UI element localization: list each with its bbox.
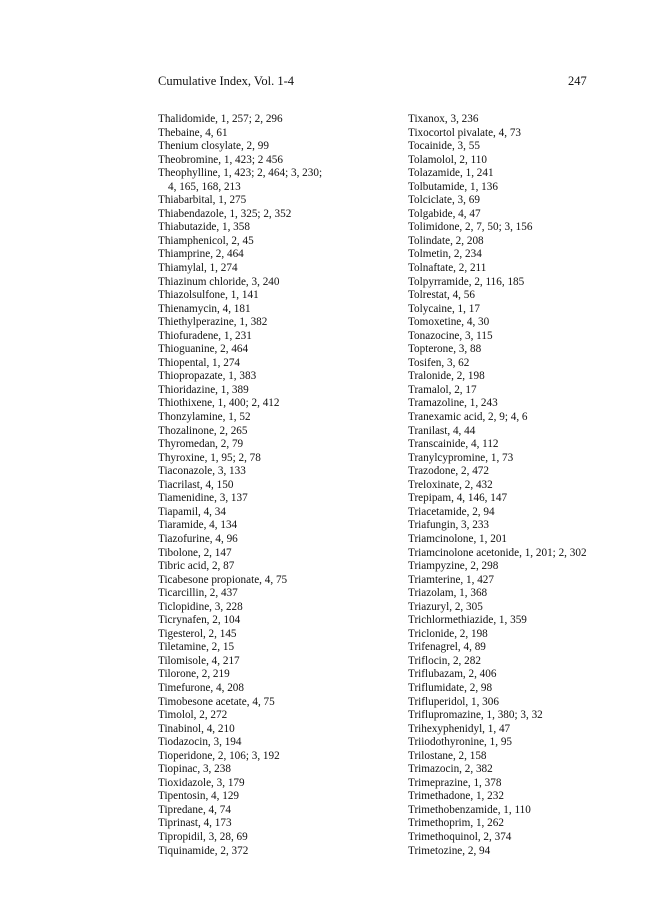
index-entry: Tranylcypromine, 1, 73 — [408, 451, 514, 464]
index-entry: Tolciclate, 3, 69 — [408, 194, 480, 207]
index-entry: Tilomisole, 4, 217 — [158, 654, 240, 667]
index-entry: Tocainide, 3, 55 — [408, 140, 480, 153]
index-entry: Thioridazine, 1, 389 — [158, 383, 249, 396]
index-entry: Trimethadone, 1, 232 — [408, 790, 504, 803]
index-entry: Timolol, 2, 272 — [158, 709, 228, 722]
index-entry: Tiaconazole, 3, 133 — [158, 465, 246, 478]
index-entry: Triflumidate, 2, 98 — [408, 681, 493, 694]
index-entry: Tinabinol, 4, 210 — [158, 722, 235, 735]
index-entry: Tipentosin, 4, 129 — [158, 790, 240, 803]
index-entry: Tolmetin, 2, 234 — [408, 248, 482, 261]
index-entry: Triiodothyronine, 1, 95 — [408, 736, 513, 749]
index-entry: Tibric acid, 2, 87 — [158, 560, 235, 573]
index-entry: Tolpyrramide, 2, 116, 185 — [408, 275, 525, 288]
index-entry: Thebaine, 4, 61 — [158, 126, 228, 139]
index-entry: Triamcinolone, 1, 201 — [408, 532, 508, 545]
index-entry: Ticrynafen, 2, 104 — [158, 614, 241, 627]
index-entry: Tixanox, 3, 236 — [408, 113, 479, 125]
index-entry: Thiabutazide, 1, 358 — [158, 221, 250, 234]
index-entry: Tralonide, 2, 198 — [408, 370, 485, 383]
index-entry: Tiprinast, 4, 173 — [158, 817, 232, 830]
index-column-left — [158, 113, 388, 858]
running-header-title: Cumulative Index, Vol. 1-4 — [158, 74, 294, 88]
index-entry: Tioperidone, 2, 106; 3, 192 — [158, 749, 280, 762]
index-entry: Trimethobenzamide, 1, 110 — [408, 803, 531, 816]
index-entry: Topterone, 3, 88 — [408, 343, 482, 356]
index-entry: Triazuryl, 2, 305 — [408, 600, 483, 613]
index-column-right — [408, 113, 640, 858]
index-entry: Thiabarbital, 1, 275 — [158, 194, 247, 207]
index-entry: Tolamolol, 2, 110 — [408, 153, 487, 166]
index-entry: Tioxidazole, 3, 179 — [158, 776, 245, 789]
index-entry: Trichlormethiazide, 1, 359 — [408, 614, 527, 627]
index-entry: Triclonide, 2, 198 — [408, 627, 488, 640]
index-entry: Treloxinate, 2, 432 — [408, 478, 493, 491]
index-entry: Thiabendazole, 1, 325; 2, 352 — [158, 207, 292, 220]
index-entry: Tolgabide, 4, 47 — [408, 207, 481, 220]
index-entry: Trepipam, 4, 146, 147 — [408, 492, 508, 505]
index-entry: Tiquinamide, 2, 372 — [158, 844, 249, 857]
index-entry: Tranilast, 4, 44 — [408, 424, 476, 437]
index-entry: Tixocortol pivalate, 4, 73 — [408, 126, 522, 139]
index-entry: Triacetamide, 2, 94 — [408, 505, 495, 518]
index-entry: Thiethylperazine, 1, 382 — [158, 316, 268, 329]
index-entry: Thiamprine, 2, 464 — [158, 248, 244, 261]
index-entry: Timefurone, 4, 208 — [158, 681, 244, 694]
index-entry: Tosifen, 3, 62 — [408, 356, 470, 369]
index-entry: Timobesone acetate, 4, 75 — [158, 695, 275, 708]
index-entry: Tolindate, 2, 208 — [408, 234, 484, 247]
index-entry: Thyroxine, 1, 95; 2, 78 — [158, 451, 261, 464]
index-entry: Tiacrilast, 4, 150 — [158, 478, 234, 491]
index-entry: Triampyzine, 2, 298 — [408, 560, 499, 573]
index-entry: Tramazoline, 1, 243 — [408, 397, 498, 410]
index-entry: Thiamylal, 1, 274 — [158, 262, 238, 275]
index-entry: Tigesterol, 2, 145 — [158, 627, 237, 640]
index-entry: Thenium closylate, 2, 99 — [158, 140, 269, 153]
index-entry: Thiazinum chloride, 3, 240 — [158, 275, 280, 288]
index-entry: Tomoxetine, 4, 30 — [408, 316, 490, 329]
page-number: 247 — [568, 74, 587, 88]
index-entry: Trazodone, 2, 472 — [408, 465, 489, 478]
index-entry: Trihexyphenidyl, 1, 47 — [408, 722, 511, 735]
index-entry: Ticabesone propionate, 4, 75 — [158, 573, 288, 586]
index-entry: Thyromedan, 2, 79 — [158, 438, 244, 451]
index-entry: Tiopinac, 3, 238 — [158, 763, 231, 776]
index-entry: Tipredane, 4, 74 — [158, 803, 231, 816]
index-entry: Tolnaftate, 2, 211 — [408, 262, 487, 275]
index-entry: Triazolam, 1, 368 — [408, 587, 488, 600]
index-entry: Tolycaine, 1, 17 — [408, 302, 480, 315]
index-entry: Tolrestat, 4, 56 — [408, 289, 475, 302]
index-entry: Tibolone, 2, 147 — [158, 546, 232, 559]
index-entry: Transcainide, 4, 112 — [408, 438, 499, 451]
index-entry: Triamterine, 1, 427 — [408, 573, 494, 586]
index-entry: Triflubazam, 2, 406 — [408, 668, 497, 681]
index-entry: Tiapamil, 4, 34 — [158, 505, 226, 518]
index-entry: Tilorone, 2, 219 — [158, 668, 230, 681]
index-entry: Tiodazocin, 3, 194 — [158, 736, 242, 749]
index-entry: Triafungin, 3, 233 — [408, 519, 490, 532]
index-entry: Theobromine, 1, 423; 2 456 — [158, 153, 283, 166]
index-entry: Tramalol, 2, 17 — [408, 383, 477, 396]
index-entry: Trifenagrel, 4, 89 — [408, 641, 486, 654]
index-entry: Trimazocin, 2, 382 — [408, 763, 493, 776]
index-entry: Thalidomide, 1, 257; 2, 296 — [158, 113, 283, 125]
index-entry: Triflupromazine, 1, 380; 3, 32 — [408, 709, 543, 722]
index-entry: Trilostane, 2, 158 — [408, 749, 487, 762]
index-entry: Theophylline, 1, 423; 2, 464; 3, 230; — [158, 167, 323, 180]
index-entry: Tiamenidine, 3, 137 — [158, 492, 248, 505]
index-entry: Ticarcillin, 2, 437 — [158, 587, 238, 600]
index-entry: Tonazocine, 3, 115 — [408, 329, 493, 342]
index-entry: Thiopental, 1, 274 — [158, 356, 241, 369]
index-entry: Trimethoquinol, 2, 374 — [408, 830, 512, 843]
index-entry: Triamcinolone acetonide, 1, 201; 2, 302 — [408, 546, 587, 559]
index-entry: Tolbutamide, 1, 136 — [408, 180, 498, 193]
index-entry: Ticlopidine, 3, 228 — [158, 600, 243, 613]
index-entry: Tolimidone, 2, 7, 50; 3, 156 — [408, 221, 533, 234]
index-entry: Thiamphenicol, 2, 45 — [158, 234, 254, 247]
index-entry: Tranexamic acid, 2, 9; 4, 6 — [408, 411, 528, 424]
index-entry: Thonzylamine, 1, 52 — [158, 411, 251, 424]
index-entry: Thozalinone, 2, 265 — [158, 424, 248, 437]
index-entry: Thiofuradene, 1, 231 — [158, 329, 252, 342]
index-entry: Thiopropazate, 1, 383 — [158, 370, 257, 383]
index-entry: Trifluperidol, 1, 306 — [408, 695, 499, 708]
index-entry: Tiaramide, 4, 134 — [158, 519, 238, 532]
index-entry: Trimetozine, 2, 94 — [408, 844, 491, 857]
index-entry: Thiazolsulfone, 1, 141 — [158, 289, 259, 302]
index-entry: Triflocin, 2, 282 — [408, 654, 481, 667]
index-entry: Tiletamine, 2, 15 — [158, 641, 235, 654]
index-entry: Trimeprazine, 1, 378 — [408, 776, 502, 789]
index-entry: Tiazofurine, 4, 96 — [158, 532, 238, 545]
index-entry: Thienamycin, 4, 181 — [158, 302, 251, 315]
index-entry: Trimethoprim, 1, 262 — [408, 817, 504, 830]
index-entry: Thiothixene, 1, 400; 2, 412 — [158, 397, 280, 410]
index-entry: 4, 165, 168, 213 — [168, 180, 241, 193]
index-entry: Thioguanine, 2, 464 — [158, 343, 249, 356]
index-entry: Tipropidil, 3, 28, 69 — [158, 830, 248, 843]
index-entry: Tolazamide, 1, 241 — [408, 167, 494, 180]
